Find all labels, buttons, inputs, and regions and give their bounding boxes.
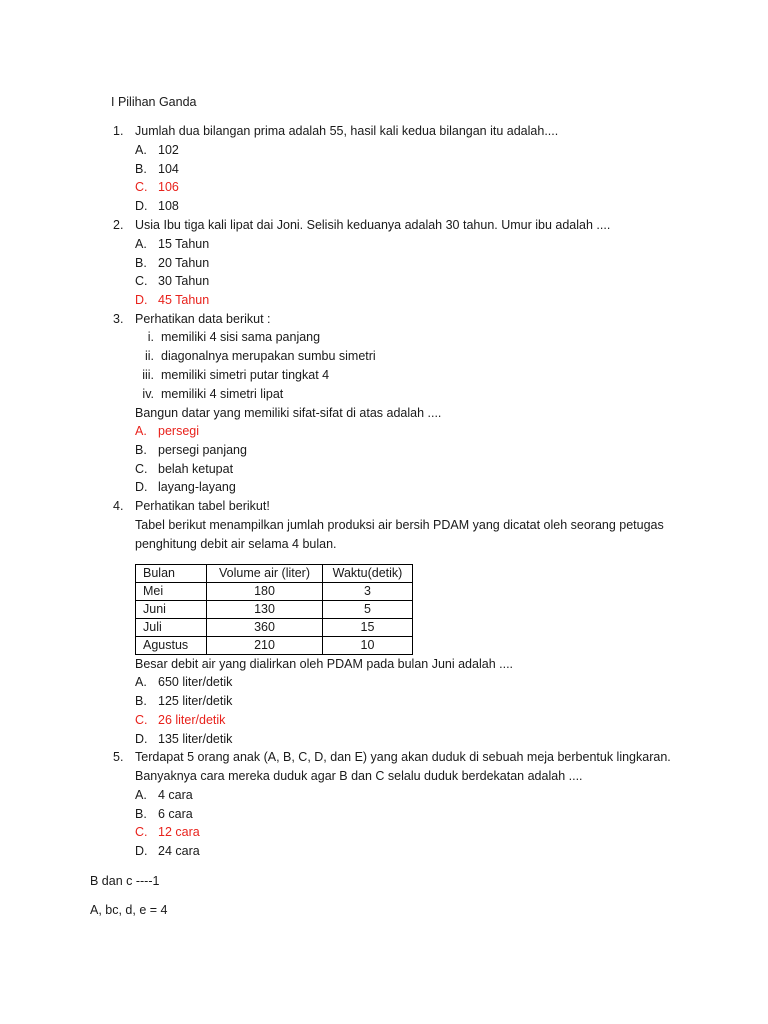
- q1-option-b-letter: B.: [135, 162, 147, 176]
- q1-option-d: 108: [158, 199, 179, 213]
- table-row: [136, 619, 413, 637]
- q5-option-b: 6 cara: [158, 807, 193, 821]
- question-1-number: 1.: [113, 124, 124, 138]
- question-2-number: 2.: [113, 218, 124, 232]
- q3-subitem-i-numeral: i.: [147, 330, 154, 344]
- question-5-text-1: Terdapat 5 orang anak (A, B, C, D, dan E) yang akan duduk di sebuah meja berbentuk lingkaran.: [135, 750, 671, 764]
- q4-option-b: 125 liter/detik: [158, 694, 233, 708]
- table-cell: 180: [207, 583, 323, 601]
- q2-option-c-letter: C.: [135, 274, 148, 288]
- q5-option-b-letter: B.: [135, 807, 147, 821]
- question-5-text-2: Banyaknya cara mereka duduk agar B dan C selalu duduk berdekatan adalah ....: [135, 769, 583, 783]
- q4-option-a-letter: A.: [135, 675, 147, 689]
- table-cell: Mei: [136, 583, 207, 601]
- table-cell: 10: [323, 637, 413, 655]
- q3-option-d: layang-layang: [158, 480, 236, 494]
- question-4-text-1: Perhatikan tabel berikut!: [135, 499, 270, 513]
- q3-option-a-answer: persegi: [158, 424, 199, 438]
- q5-option-c-letter: C.: [135, 825, 148, 839]
- table-cell: Juni: [136, 601, 207, 619]
- q5-option-a-letter: A.: [135, 788, 147, 802]
- table-cell: 3: [323, 583, 413, 601]
- q4-option-c-letter: C.: [135, 713, 148, 727]
- table-row: [136, 583, 413, 601]
- q5-option-c-answer: 12 cara: [158, 825, 200, 839]
- q1-option-d-letter: D.: [135, 199, 148, 213]
- q4-option-d-letter: D.: [135, 732, 148, 746]
- water-debit-table: [135, 564, 413, 655]
- q3-subitem-i: memiliki 4 sisi sama panjang: [161, 330, 321, 344]
- table-header-cell: Waktu(detik): [323, 565, 413, 583]
- q3-subitem-ii: diagonalnya merupakan sumbu simetri: [161, 349, 376, 363]
- question-3-text: Perhatikan data berikut :: [135, 312, 271, 326]
- q1-option-a: 102: [158, 143, 179, 157]
- table-header-row: [136, 565, 413, 583]
- q2-option-d-letter: D.: [135, 293, 148, 307]
- question-3-number: 3.: [113, 312, 124, 326]
- q5-option-a: 4 cara: [158, 788, 193, 802]
- q4-option-a: 650 liter/detik: [158, 675, 233, 689]
- q2-option-a-letter: A.: [135, 237, 147, 251]
- question-5-number: 5.: [113, 750, 124, 764]
- table-header-cell: Volume air (liter): [207, 565, 323, 583]
- table-cell: 210: [207, 637, 323, 655]
- question-3-prompt: Bangun datar yang memiliki sifat-sifat di atas adalah ....: [135, 406, 442, 420]
- question-1-text: Jumlah dua bilangan prima adalah 55, hasil kali kedua bilangan itu adalah....: [135, 124, 559, 138]
- table-cell: Agustus: [136, 637, 207, 655]
- q3-option-a-letter: A.: [135, 424, 147, 438]
- q5-option-d-letter: D.: [135, 844, 148, 858]
- table-cell: 130: [207, 601, 323, 619]
- q2-option-d-answer: 45 Tahun: [158, 293, 210, 307]
- question-4-text-2: Tabel berikut menampilkan jumlah produksi air bersih PDAM yang dicatat oleh seorang petugas: [135, 518, 664, 532]
- note-line-2: A, bc, d, e = 4: [90, 903, 168, 917]
- q4-option-b-letter: B.: [135, 694, 147, 708]
- question-4-number: 4.: [113, 499, 124, 513]
- q4-option-c-answer: 26 liter/detik: [158, 713, 226, 727]
- table-row: [136, 601, 413, 619]
- q3-subitem-iv-numeral: iv.: [142, 387, 154, 401]
- question-2-text: Usia Ibu tiga kali lipat dai Joni. Selisih keduanya adalah 30 tahun. Umur ibu adalah ....: [135, 218, 611, 232]
- q2-option-b: 20 Tahun: [158, 256, 210, 270]
- table-cell: Juli: [136, 619, 207, 637]
- q3-subitem-ii-numeral: ii.: [144, 349, 154, 363]
- table-cell: 5: [323, 601, 413, 619]
- q1-option-c-answer: 106: [158, 180, 179, 194]
- question-4-prompt: Besar debit air yang dialirkan oleh PDAM pada bulan Juni adalah ....: [135, 657, 514, 671]
- q3-option-c-letter: C.: [135, 462, 148, 476]
- q1-option-c-letter: C.: [135, 180, 148, 194]
- section-title: I Pilihan Ganda: [111, 95, 197, 109]
- q3-subitem-iv: memiliki 4 simetri lipat: [161, 387, 284, 401]
- q3-option-c: belah ketupat: [158, 462, 234, 476]
- q2-option-c: 30 Tahun: [158, 274, 210, 288]
- table-header-cell: Bulan: [136, 565, 207, 583]
- question-4-text-3: penghitung debit air selama 4 bulan.: [135, 537, 337, 551]
- q2-option-b-letter: B.: [135, 256, 147, 270]
- q2-option-a: 15 Tahun: [158, 237, 210, 251]
- table-row: [136, 637, 413, 655]
- table-cell: 15: [323, 619, 413, 637]
- q3-option-b-letter: B.: [135, 443, 147, 457]
- q5-option-d: 24 cara: [158, 844, 200, 858]
- q4-option-d: 135 liter/detik: [158, 732, 233, 746]
- q3-option-d-letter: D.: [135, 480, 148, 494]
- q1-option-a-letter: A.: [135, 143, 147, 157]
- note-line-1: B dan c ----1: [90, 874, 160, 888]
- q3-option-b: persegi panjang: [158, 443, 247, 457]
- table-cell: 360: [207, 619, 323, 637]
- q3-subitem-iii: memiliki simetri putar tingkat 4: [161, 368, 330, 382]
- q3-subitem-iii-numeral: iii.: [142, 368, 154, 382]
- q1-option-b: 104: [158, 162, 179, 176]
